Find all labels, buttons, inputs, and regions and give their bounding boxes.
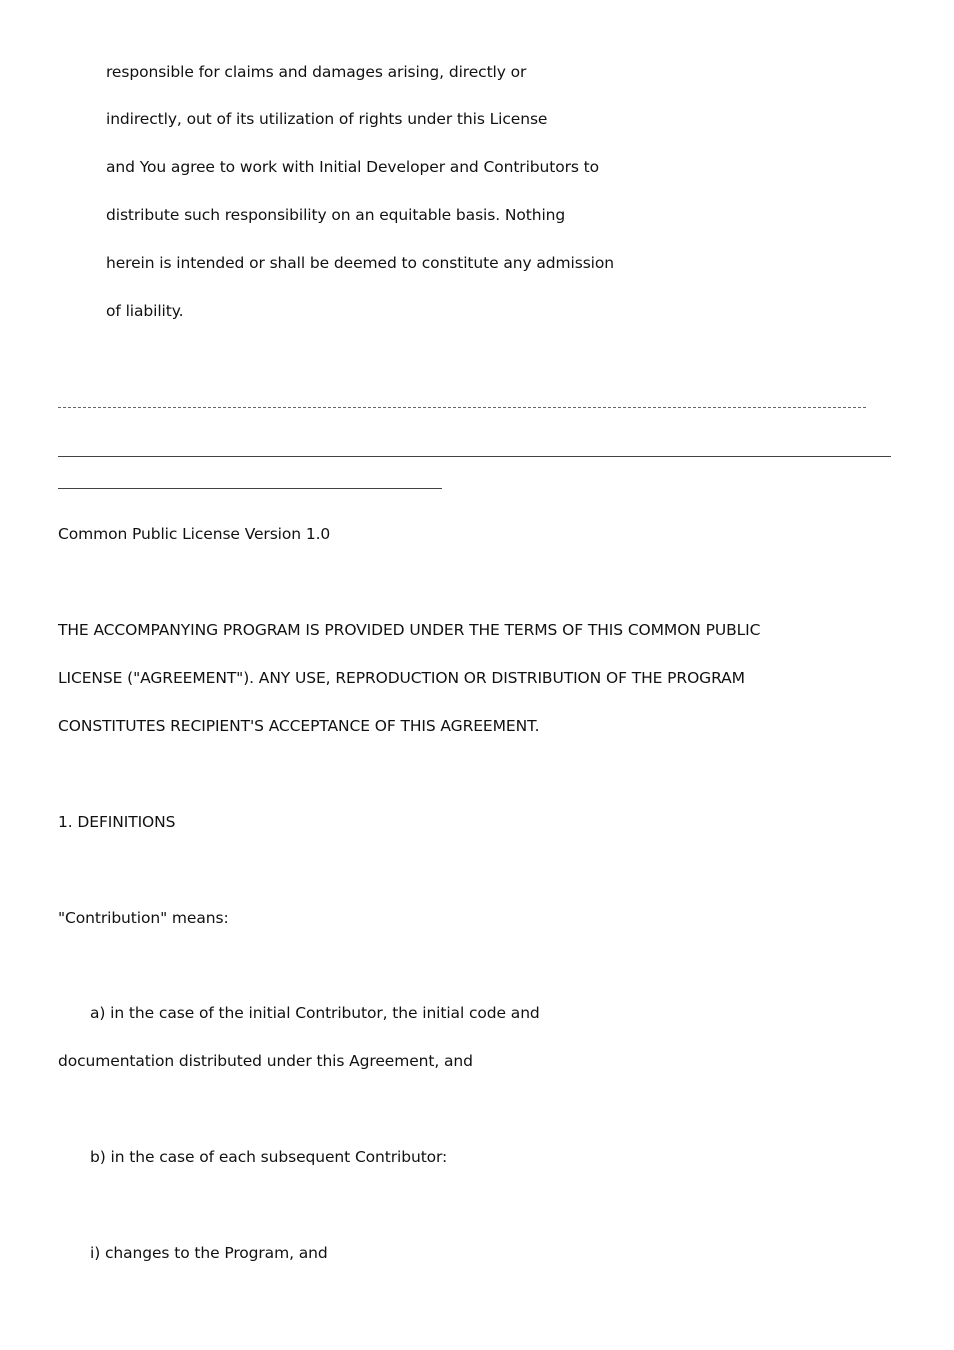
paragraph-line: of liability. xyxy=(106,302,184,320)
horizontal-rule-short xyxy=(58,488,442,489)
section-heading: 1. DEFINITIONS xyxy=(58,813,176,831)
definition-term: "Contribution" means: xyxy=(58,909,229,927)
clause-b: b) in the case of each subsequent Contributor: xyxy=(90,1148,448,1166)
preamble-line: LICENSE ("AGREEMENT"). ANY USE, REPRODUCTION OR DISTRIBUTION OF THE PROGRAM xyxy=(58,669,745,687)
dashed-separator xyxy=(58,407,866,409)
clause-line: a) in the case of the initial Contributor, the initial code and xyxy=(90,1004,540,1022)
paragraph-line: herein is intended or shall be deemed to constitute any admission xyxy=(106,254,614,272)
preamble-line: THE ACCOMPANYING PROGRAM IS PROVIDED UNDER THE TERMS OF THIS COMMON PUBLIC xyxy=(58,621,761,639)
license-title: Common Public License Version 1.0 xyxy=(58,525,331,543)
paragraph-line: and You agree to work with Initial Developer and Contributors to xyxy=(106,158,600,176)
paragraph-line: distribute such responsibility on an equitable basis. Nothing xyxy=(106,206,566,224)
paragraph-line: indirectly, out of its utilization of rights under this License xyxy=(106,110,548,128)
preamble-line: CONSTITUTES RECIPIENT'S ACCEPTANCE OF THIS AGREEMENT. xyxy=(58,717,540,735)
clause-i: i) changes to the Program, and xyxy=(90,1244,328,1262)
clause-line: documentation distributed under this Agreement, and xyxy=(58,1052,473,1070)
horizontal-rule xyxy=(58,456,891,457)
paragraph-line: responsible for claims and damages arising, directly or xyxy=(106,63,527,81)
